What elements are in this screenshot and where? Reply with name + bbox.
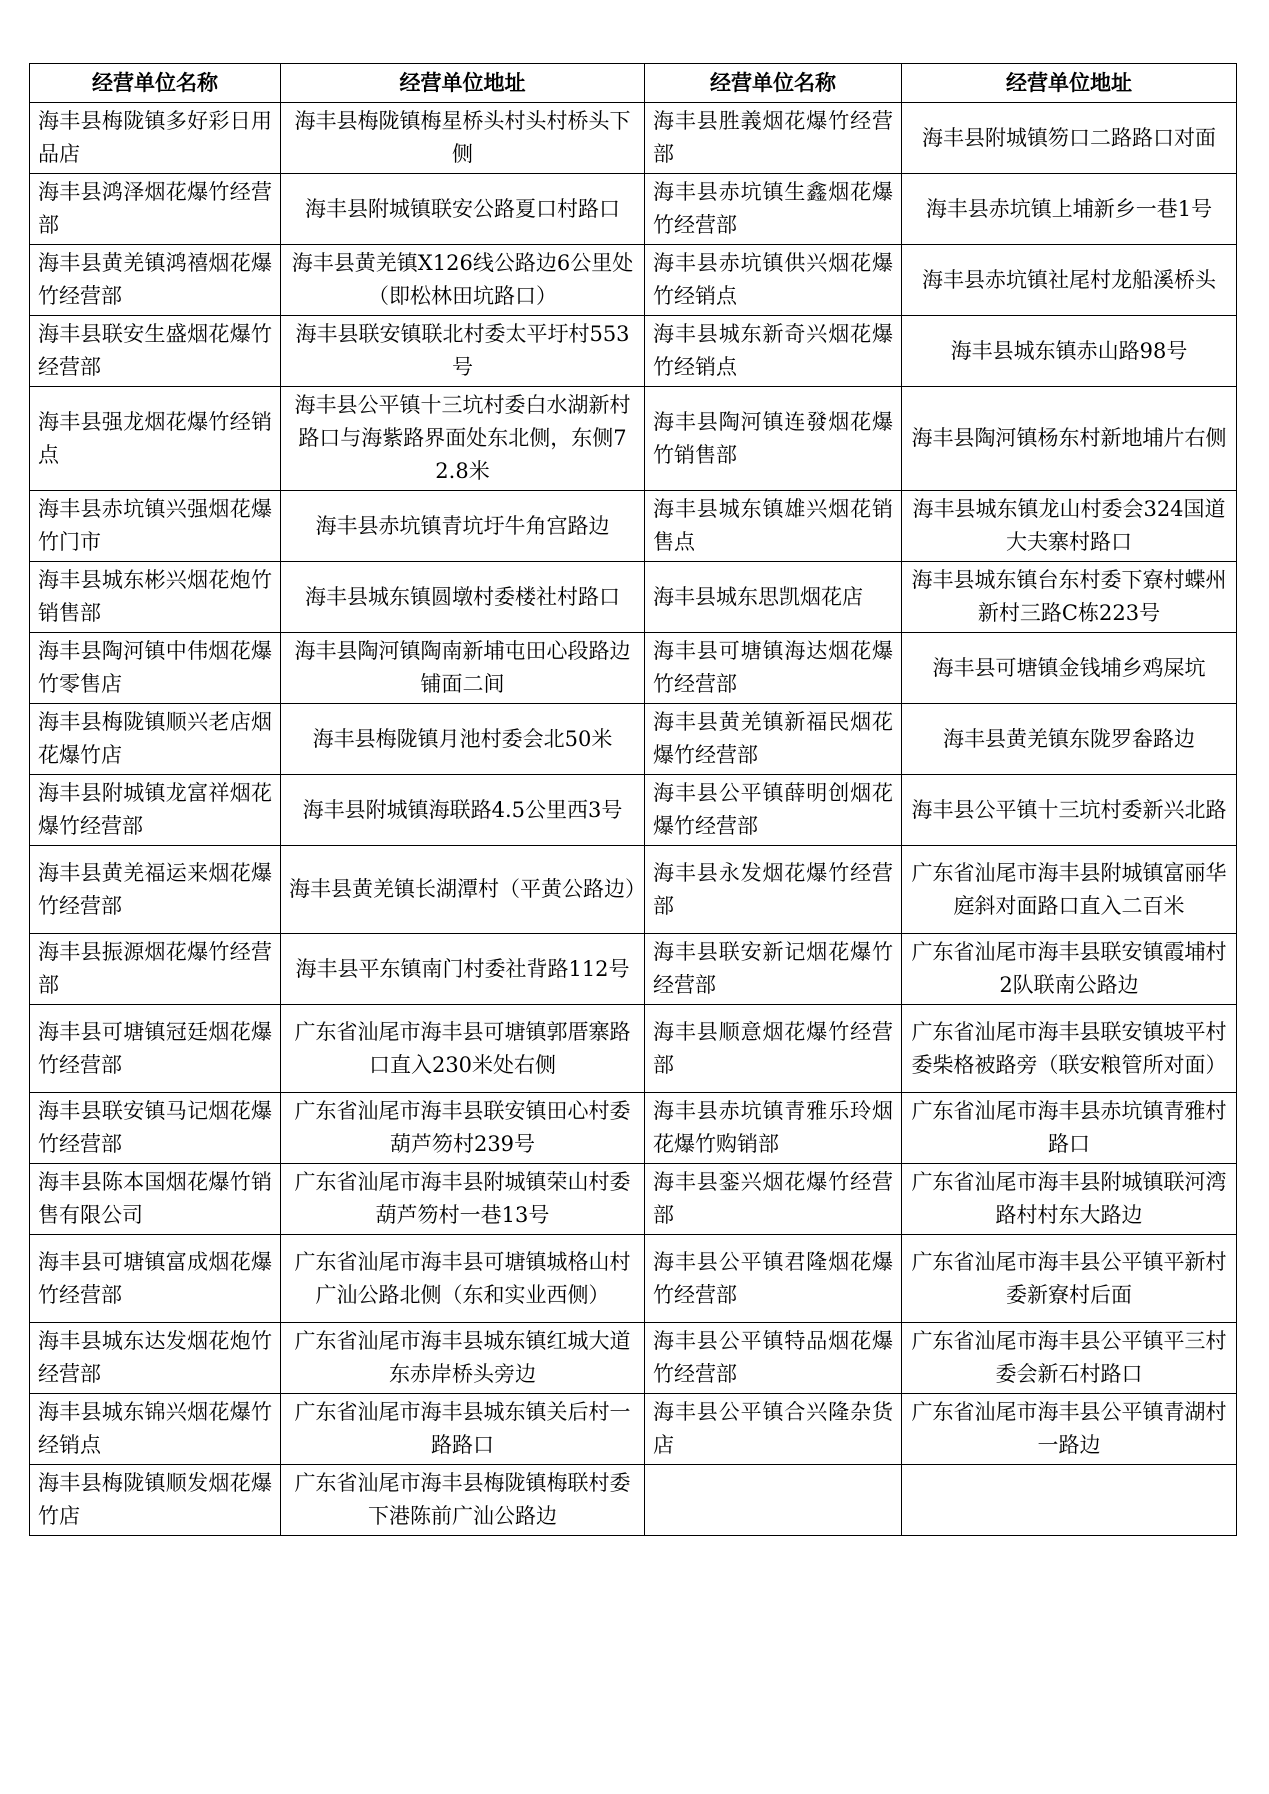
business-name-cell: 海丰县赤坑镇青雅乐玲烟花爆竹购销部 (645, 1093, 902, 1164)
business-name-cell: 海丰县銮兴烟花爆竹经营部 (645, 1164, 902, 1235)
table-row (30, 1394, 1237, 1465)
business-name-cell: 海丰县附城镇龙富祥烟花爆竹经营部 (30, 775, 281, 846)
business-name-cell: 海丰县黄羌镇新福民烟花爆竹经营部 (645, 704, 902, 775)
business-name-cell: 海丰县黄羌福运来烟花爆竹经营部 (30, 846, 281, 934)
business-name-cell: 海丰县公平镇特品烟花爆竹经营部 (645, 1323, 902, 1394)
business-name-cell: 海丰县胜義烟花爆竹经营部 (645, 103, 902, 174)
business-name-cell: 海丰县联安镇马记烟花爆竹经营部 (30, 1093, 281, 1164)
table-row (30, 562, 1237, 633)
business-name-cell: 海丰县可塘镇海达烟花爆竹经营部 (645, 633, 902, 704)
business-name-cell: 海丰县顺意烟花爆竹经营部 (645, 1005, 902, 1093)
table-row (30, 1093, 1237, 1164)
business-address-cell: 海丰县赤坑镇青坑圩牛角宫路边 (281, 491, 645, 562)
table-row (30, 1235, 1237, 1323)
business-address-cell: 海丰县公平镇十三坑村委白水湖新村路口与海紫路界面处东北侧，东侧72.8米 (281, 387, 645, 491)
table-row (30, 245, 1237, 316)
header-name-1: 经营单位名称 (30, 64, 281, 103)
business-name-cell: 海丰县振源烟花爆竹经营部 (30, 934, 281, 1005)
business-address-cell: 海丰县黄羌镇X126线公路边6公里处（即松林田坑路口） (281, 245, 645, 316)
business-name-cell: 海丰县梅陇镇多好彩日用品店 (30, 103, 281, 174)
business-address-cell: 海丰县城东镇圆墩村委楼社村路口 (281, 562, 645, 633)
business-name-cell: 海丰县梅陇镇顺兴老店烟花爆竹店 (30, 704, 281, 775)
business-address-cell: 海丰县平东镇南门村委社背路112号 (281, 934, 645, 1005)
business-address-cell: 海丰县城东镇赤山路98号 (902, 316, 1237, 387)
table-row (30, 103, 1237, 174)
business-address-cell: 海丰县城东镇台东村委下寮村蝶州新村三路C栋223号 (902, 562, 1237, 633)
business-address-cell: 海丰县公平镇十三坑村委新兴北路 (902, 775, 1237, 846)
business-name-cell: 海丰县城东彬兴烟花炮竹销售部 (30, 562, 281, 633)
header-name-2: 经营单位名称 (645, 64, 902, 103)
business-address-cell: 广东省汕尾市海丰县附城镇荣山村委葫芦笏村一巷13号 (281, 1164, 645, 1235)
business-address-cell (902, 1465, 1237, 1536)
business-address-cell: 海丰县附城镇联安公路夏口村路口 (281, 174, 645, 245)
business-name-cell: 海丰县陶河镇连發烟花爆竹销售部 (645, 387, 902, 491)
table-row (30, 704, 1237, 775)
table-row (30, 633, 1237, 704)
table-row (30, 1465, 1237, 1536)
business-name-cell: 海丰县黄羌镇鸿禧烟花爆竹经营部 (30, 245, 281, 316)
table-row (30, 1323, 1237, 1394)
business-address-cell: 广东省汕尾市海丰县赤坑镇青雅村路口 (902, 1093, 1237, 1164)
business-name-cell: 海丰县陶河镇中伟烟花爆竹零售店 (30, 633, 281, 704)
business-name-cell: 海丰县公平镇薛明创烟花爆竹经营部 (645, 775, 902, 846)
header-address-1: 经营单位地址 (281, 64, 645, 103)
table-row (30, 174, 1237, 245)
business-address-cell: 海丰县陶河镇陶南新埔屯田心段路边铺面二间 (281, 633, 645, 704)
business-address-cell: 广东省汕尾市海丰县城东镇红城大道东赤岸桥头旁边 (281, 1323, 645, 1394)
business-name-cell: 海丰县城东锦兴烟花爆竹经销点 (30, 1394, 281, 1465)
business-address-cell: 广东省汕尾市海丰县联安镇坡平村委柴格被路旁（联安粮管所对面） (902, 1005, 1237, 1093)
table-row (30, 934, 1237, 1005)
business-address-cell: 广东省汕尾市海丰县公平镇青湖村一路边 (902, 1394, 1237, 1465)
business-name-cell: 海丰县永发烟花爆竹经营部 (645, 846, 902, 934)
business-address-cell: 广东省汕尾市海丰县公平镇平三村委会新石村路口 (902, 1323, 1237, 1394)
business-address-cell: 广东省汕尾市海丰县可塘镇郭厝寨路口直入230米处右侧 (281, 1005, 645, 1093)
business-name-cell: 海丰县赤坑镇供兴烟花爆竹经销点 (645, 245, 902, 316)
business-name-cell: 海丰县可塘镇富成烟花爆竹经营部 (30, 1235, 281, 1323)
business-name-cell: 海丰县公平镇合兴隆杂货店 (645, 1394, 902, 1465)
business-address-cell: 海丰县梅陇镇月池村委会北50米 (281, 704, 645, 775)
business-name-cell: 海丰县城东新奇兴烟花爆竹经销点 (645, 316, 902, 387)
business-name-cell: 海丰县城东镇雄兴烟花销售点 (645, 491, 902, 562)
business-address-cell: 海丰县梅陇镇梅星桥头村头村桥头下侧 (281, 103, 645, 174)
business-address-cell: 广东省汕尾市海丰县梅陇镇梅联村委下港陈前广汕公路边 (281, 1465, 645, 1536)
business-address-cell: 广东省汕尾市海丰县城东镇关后村一路路口 (281, 1394, 645, 1465)
business-address-cell: 广东省汕尾市海丰县附城镇联河湾路村村东大路边 (902, 1164, 1237, 1235)
business-address-cell: 海丰县可塘镇金钱埔乡鸡屎坑 (902, 633, 1237, 704)
business-address-cell: 海丰县城东镇龙山村委会324国道大夫寨村路口 (902, 491, 1237, 562)
business-name-cell: 海丰县公平镇君隆烟花爆竹经营部 (645, 1235, 902, 1323)
table-row (30, 316, 1237, 387)
table-row (30, 846, 1237, 934)
business-name-cell: 海丰县强龙烟花爆竹经销点 (30, 387, 281, 491)
business-name-cell: 海丰县联安生盛烟花爆竹经营部 (30, 316, 281, 387)
business-name-cell: 海丰县赤坑镇生鑫烟花爆竹经营部 (645, 174, 902, 245)
business-name-cell: 海丰县联安新记烟花爆竹经营部 (645, 934, 902, 1005)
business-address-cell: 海丰县附城镇笏口二路路口对面 (902, 103, 1237, 174)
header-address-2: 经营单位地址 (902, 64, 1237, 103)
business-address-cell: 海丰县黄羌镇长湖潭村（平黄公路边） (281, 846, 645, 934)
business-address-cell: 海丰县黄羌镇东陇罗畚路边 (902, 704, 1237, 775)
business-address-cell: 广东省汕尾市海丰县联安镇霞埔村2队联南公路边 (902, 934, 1237, 1005)
business-name-cell: 海丰县可塘镇冠廷烟花爆竹经营部 (30, 1005, 281, 1093)
business-address-cell: 海丰县附城镇海联路4.5公里西3号 (281, 775, 645, 846)
table-row (30, 491, 1237, 562)
header-row (30, 64, 1237, 103)
business-name-cell: 海丰县赤坑镇兴强烟花爆竹门市 (30, 491, 281, 562)
table-row (30, 1164, 1237, 1235)
business-name-cell: 海丰县城东达发烟花炮竹经营部 (30, 1323, 281, 1394)
business-address-cell: 广东省汕尾市海丰县联安镇田心村委葫芦笏村239号 (281, 1093, 645, 1164)
business-address-cell: 海丰县联安镇联北村委太平圩村553号 (281, 316, 645, 387)
business-name-cell: 海丰县鸿泽烟花爆竹经营部 (30, 174, 281, 245)
business-address-cell: 广东省汕尾市海丰县附城镇富丽华庭斜对面路口直入二百米 (902, 846, 1237, 934)
business-name-cell: 海丰县梅陇镇顺发烟花爆竹店 (30, 1465, 281, 1536)
business-name-cell: 海丰县城东思凯烟花店 (645, 562, 902, 633)
business-address-cell: 海丰县陶河镇杨东村新地埔片右侧 (902, 387, 1237, 491)
table-row (30, 775, 1237, 846)
table-row (30, 1005, 1237, 1093)
business-name-cell (645, 1465, 902, 1536)
business-address-cell: 海丰县赤坑镇上埔新乡一巷1号 (902, 174, 1237, 245)
licensee-table (29, 63, 1237, 1536)
business-address-cell: 广东省汕尾市海丰县可塘镇城格山村广汕公路北侧（东和实业西侧） (281, 1235, 645, 1323)
business-name-cell: 海丰县陈本国烟花爆竹销售有限公司 (30, 1164, 281, 1235)
table-row (30, 387, 1237, 491)
business-address-cell: 广东省汕尾市海丰县公平镇平新村委新寮村后面 (902, 1235, 1237, 1323)
business-address-cell: 海丰县赤坑镇社尾村龙船溪桥头 (902, 245, 1237, 316)
